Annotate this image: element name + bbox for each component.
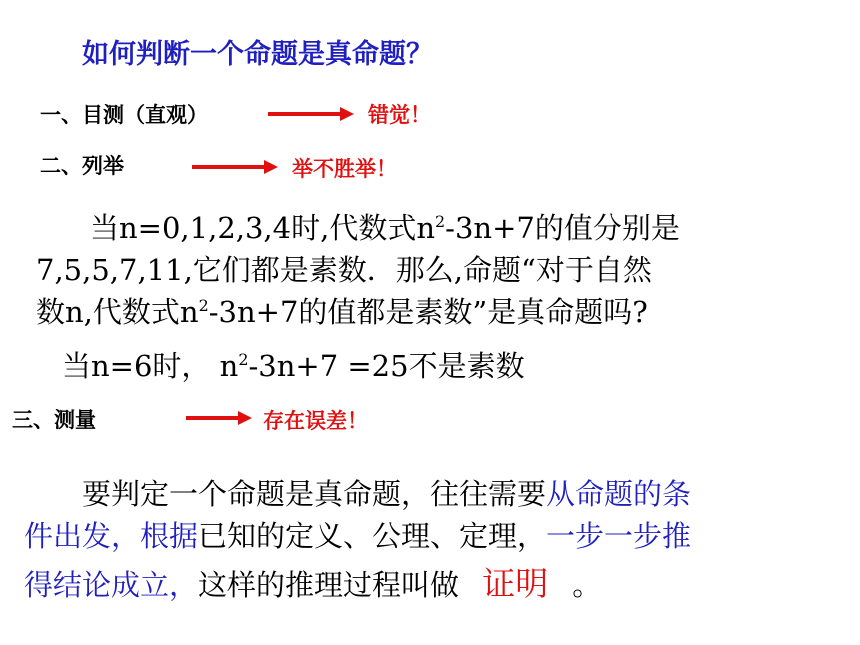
method-label-enumerate: 二、列举	[40, 154, 124, 178]
conclusion-line-3: 得结论成立，这样的推理过程叫做 证明 。	[24, 564, 602, 603]
proof-term: 证明	[482, 564, 549, 603]
arrow-icon	[268, 107, 354, 121]
example-line-1: 当n=0,1,2,3,4时,代数式$n^2-3n+7$的值分别是	[90, 211, 680, 245]
example-line-3: 数n,代数式$n^2-3n+7$的值都是素数”是真命题吗?	[36, 295, 648, 329]
conclusion-line-2: 件出发，根据已知的定义、公理、定理，一步一步推	[24, 519, 692, 553]
page-title: 如何判断一个命题是真命题？	[82, 39, 433, 70]
method-label-measure: 三、测量	[12, 408, 96, 432]
arrow-icon	[192, 160, 278, 174]
counterexample: 当n=6时， $n^2-3n+7 =25$不是素数	[62, 349, 525, 383]
method-result-measure: 存在误差！	[263, 409, 368, 433]
method-result-enumerate: 举不胜举！	[292, 157, 397, 181]
arrow-icon	[186, 411, 252, 425]
conclusion-line-1: 要判定一个命题是真命题，往往需要从命题的条	[82, 477, 692, 511]
method-result-observe: 错觉！	[368, 103, 431, 127]
method-label-observe: 一、目测（直观）	[40, 103, 208, 127]
example-line-2: 7,5,5,7,11,它们都是素数．那么,命题“对于自然	[36, 253, 652, 287]
